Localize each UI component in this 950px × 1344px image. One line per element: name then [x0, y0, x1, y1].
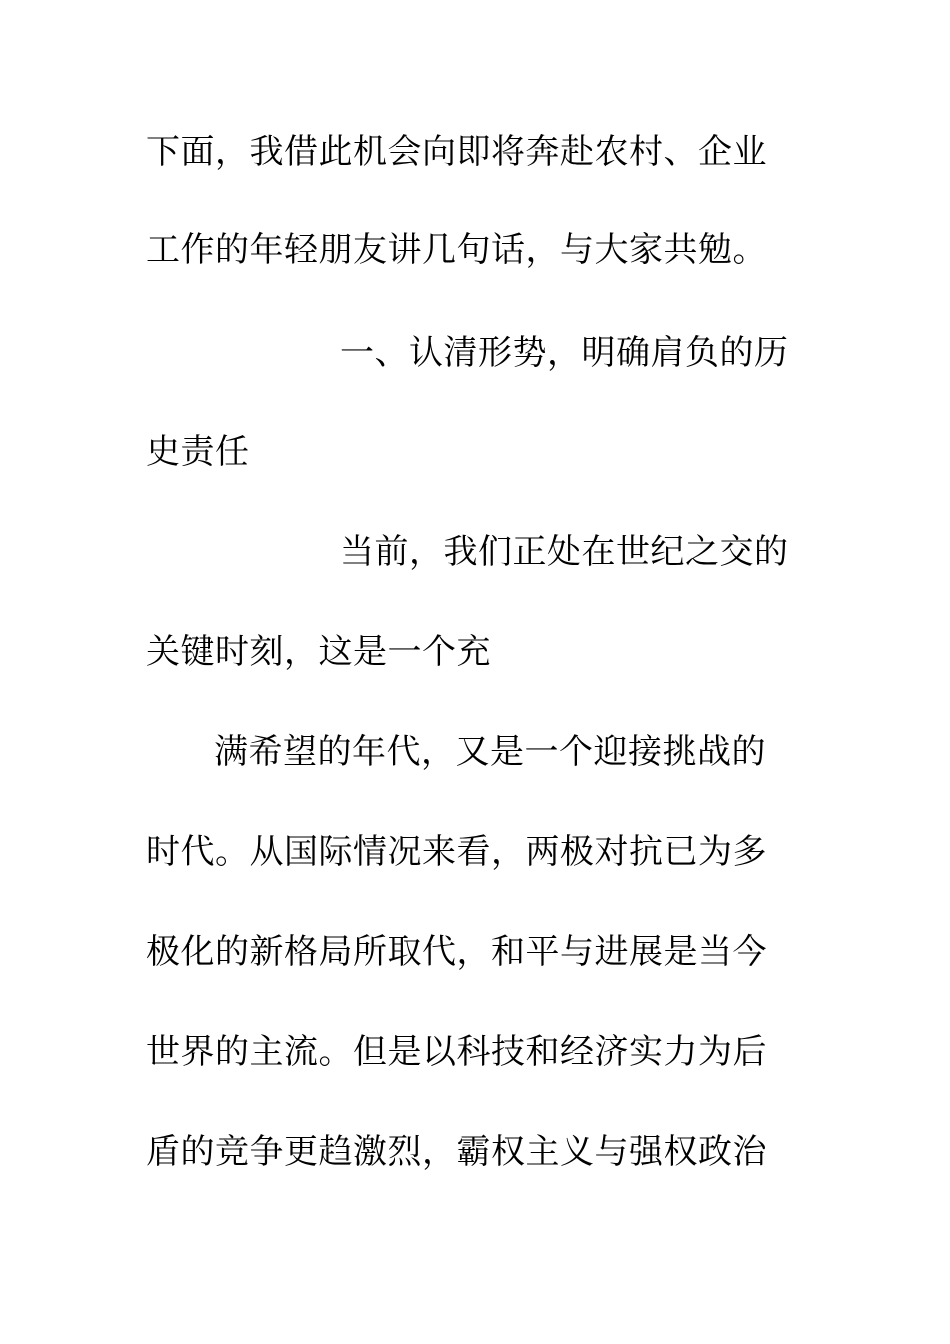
- paragraph-line: 关键时刻，这是一个充: [146, 632, 491, 672]
- section-heading-line: 史责任: [146, 432, 250, 472]
- paragraph-line: 世界的主流。但是以科技和经济实力为后: [146, 1032, 767, 1072]
- paragraph-line: 当前，我们正处在世纪之交的: [340, 532, 789, 572]
- paragraph-line: 下面，我借此机会向即将奔赴农村、企业: [146, 132, 767, 172]
- paragraph-line: 盾的竞争更趋激烈，霸权主义与强权政治: [146, 1132, 767, 1172]
- paragraph-line: 极化的新格局所取代，和平与进展是当今: [146, 932, 767, 972]
- paragraph-line: 满希望的年代，又是一个迎接挑战的: [214, 732, 766, 772]
- paragraph-line: 时代。从国际情况来看，两极对抗已为多: [146, 832, 767, 872]
- paragraph-line: 工作的年轻朋友讲几句话，与大家共勉。: [146, 230, 767, 270]
- section-heading-line: 一、认清形势，明确肩负的历: [340, 333, 789, 373]
